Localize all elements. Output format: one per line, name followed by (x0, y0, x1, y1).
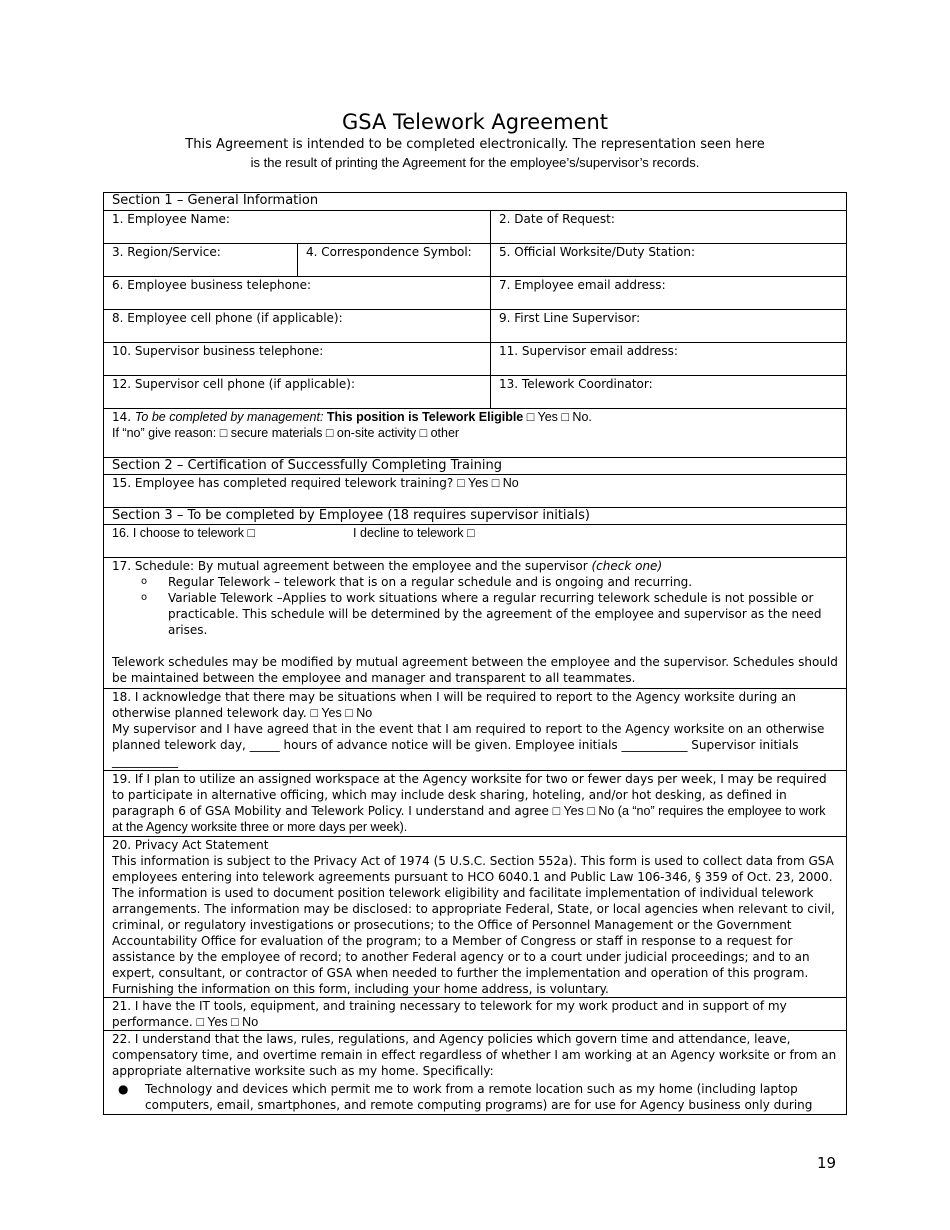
section3-header-row (104, 507, 846, 524)
regular-telework-label: Regular Telework – telework that is on a regular schedule and is ongoing and recurring. (168, 575, 693, 589)
form-row (104, 342, 846, 375)
form-row (104, 243, 846, 276)
alternative-officing-row (104, 770, 846, 836)
employee-business-telephone-field[interactable]: 6. Employee business telephone: (112, 278, 312, 292)
regular-telework-option[interactable] (141, 574, 838, 590)
form-row (104, 276, 846, 309)
document-subtitle-line2: is the result of printing the Agreement for the employee’s/supervisor’s records. (250, 155, 700, 170)
it-tools-yes-no-checkboxes[interactable]: □ Yes □ No (196, 1015, 259, 1029)
schedule-field (104, 558, 846, 688)
advance-notice-text[interactable]: My supervisor and I have agreed that in the event that I am required to report to the Agency worksite on an otherwise planned telework day, _____ hours of advance notice will be given. Employee initials ___________ Supervisor initials ___________ (112, 722, 825, 768)
policies-text: 22. I understand that the laws, rules, regulations, and Agency policies which govern time and attendance, leave, compensatory time, and overtime remain in effect regardless of whether I am working at an Agency worksite or from an appropriate alternative worksite such as my home. Specifically: (112, 1032, 837, 1078)
section2-header-row (104, 457, 846, 474)
report-acknowledgement-text: 18. I acknowledge that there may be situations when I will be required to report to the Agency worksite during an otherwise planned telework day. (112, 690, 797, 720)
training-question: 15. Employee has completed required telework training? (112, 476, 458, 490)
variable-telework-label: Variable Telework –Applies to work situations where a regular recurring telework schedule is not possible or practicable. This schedule will be determined by the agreement of the employee and supervisor as the need arises. (168, 591, 822, 637)
alternative-officing-field (104, 771, 846, 836)
report-to-worksite-field (104, 689, 846, 770)
telework-eligibility-field[interactable] (104, 409, 846, 457)
variable-telework-option[interactable] (141, 590, 838, 638)
schedule-intro: 17. Schedule: By mutual agreement between the employee and the supervisor (112, 559, 592, 573)
telework-choice-row (104, 524, 846, 557)
supervisor-cell-phone-field[interactable]: 12. Supervisor cell phone (if applicable): (112, 377, 355, 391)
eligibility-yes-no-checkboxes[interactable]: □ Yes □ No. (523, 410, 592, 424)
employee-name-field[interactable]: 1. Employee Name: (112, 212, 230, 226)
it-tools-text: 21. I have the IT tools, equipment, and training necessary to telework for my work product and in support of my performance. (112, 999, 787, 1029)
report-to-worksite-row (104, 688, 846, 770)
management-note: To be completed by management: (134, 410, 324, 424)
official-worksite-field[interactable]: 5. Official Worksite/Duty Station: (490, 244, 846, 276)
schedule-modification-note: Telework schedules may be modified by mutual agreement between the employee and the supervisor. Schedules should be maintained between the employee and manager and transparent to all teammates. (112, 655, 838, 685)
no-reason-checkboxes[interactable]: If “no” give reason: □ secure materials □ on-site activity □ other (112, 426, 460, 440)
telework-eligibility-row (104, 408, 846, 457)
training-yes-no-checkboxes[interactable]: □ Yes □ No (457, 476, 519, 490)
employee-cell-phone-field[interactable]: 8. Employee cell phone (if applicable): (112, 311, 343, 325)
it-tools-row (104, 997, 846, 1030)
telework-eligible-label: This position is Telework Eligible (323, 410, 524, 424)
privacy-act-title: 20. Privacy Act Statement (112, 838, 269, 852)
supervisor-business-telephone-field[interactable]: 10. Supervisor business telephone: (112, 344, 324, 358)
date-of-request-field[interactable]: 2. Date of Request: (490, 211, 846, 243)
field14-prefix: 14. (112, 410, 135, 424)
policies-row (104, 1030, 846, 1114)
bullet-dot-icon: ● (118, 1082, 129, 1096)
privacy-act-row (104, 836, 846, 997)
choose-telework-checkbox[interactable]: 16. I choose to telework □ (112, 526, 256, 540)
document-title: GSA Telework Agreement (341, 110, 609, 134)
section1-header-row (104, 193, 846, 210)
telework-choice-field (104, 525, 846, 557)
employee-email-field[interactable]: 7. Employee email address: (490, 277, 846, 309)
section1-heading: Section 1 – General Information (112, 193, 319, 208)
section3-heading: Section 3 – To be completed by Employee (18 requires supervisor initials) (112, 508, 590, 523)
it-tools-field (104, 998, 846, 1030)
technology-devices-text: Technology and devices which permit me to work from a remote location such as my home (including laptop computers, email, smartphones, and remote computing programs) are for use for Agency business only during (145, 1082, 813, 1112)
document-subtitle-line1: This Agreement is intended to be completed electronically. The representation seen here (185, 137, 765, 152)
alternative-officing-text: 19. If I plan to utilize an assigned workspace at the Agency worksite for two or fewer days per week, I may be required to participate in alternative officing, which may include desk sharing, hoteling, and/or hot desking, as defined in paragraph 6 of GSA Mobility and Telework Policy. I understand and agree (112, 772, 827, 818)
policies-field (104, 1031, 846, 1114)
first-line-supervisor-field[interactable]: 9. First Line Supervisor: (490, 310, 846, 342)
correspondence-symbol-field[interactable]: 4. Correspondence Symbol: (297, 244, 490, 276)
option-bullet: o (141, 592, 148, 603)
privacy-act-statement (104, 837, 846, 997)
region-service-field[interactable]: 3. Region/Service: (112, 245, 221, 259)
training-row (104, 474, 846, 507)
policy-bullet-item (118, 1081, 838, 1113)
option-bullet: o (141, 576, 148, 587)
form-row (104, 210, 846, 243)
decline-telework-checkbox[interactable]: I decline to telework □ (353, 526, 475, 540)
report-yes-no-checkboxes[interactable]: □ Yes □ No (310, 706, 373, 720)
form-row (104, 309, 846, 342)
check-one-note: (check one) (591, 559, 663, 573)
schedule-row (104, 557, 846, 688)
privacy-act-text: This information is subject to the Privacy Act of 1974 (5 U.S.C. Section 552a). This form is used to collect data from GSA employees entering into telework agreements pursuant to HCO 6040.1 and Public Law 106-346, § 359 of Oct. 23, 2000. The information is used to document position telework eligibility and facilitate implementation of individual telework arrangements. The information may be disclosed: to appropriate Federal, State, or local agencies when relevant to civil, criminal, or regulatory investigations or prosecutions; to the Office of Personnel Management or the Government Accountability Office for evaluation of the program; to a Member of Congress or staff in response to a request for assistance by the employee of record; to another Federal agency or to a court under judicial proceedings; and to an expert, consultant, or contractor of GSA when needed to further the implementation and operation of this program. Furnishing the information on this form, including your home address, is voluntary. (112, 854, 835, 996)
alternative-officing-yes-no-checkboxes[interactable]: □ Yes □ No (a “no” requires the employee to work at the Agency worksite three or more days per week). (112, 804, 826, 834)
form-row (104, 375, 846, 408)
training-completed-field (104, 475, 846, 507)
supervisor-email-field[interactable]: 11. Supervisor email address: (490, 343, 846, 375)
telework-coordinator-field[interactable]: 13. Telework Coordinator: (490, 376, 846, 408)
telework-agreement-form (103, 192, 847, 1115)
section2-heading: Section 2 – Certification of Successfully Completing Training (112, 458, 502, 473)
page-number: 19 (817, 1154, 837, 1172)
